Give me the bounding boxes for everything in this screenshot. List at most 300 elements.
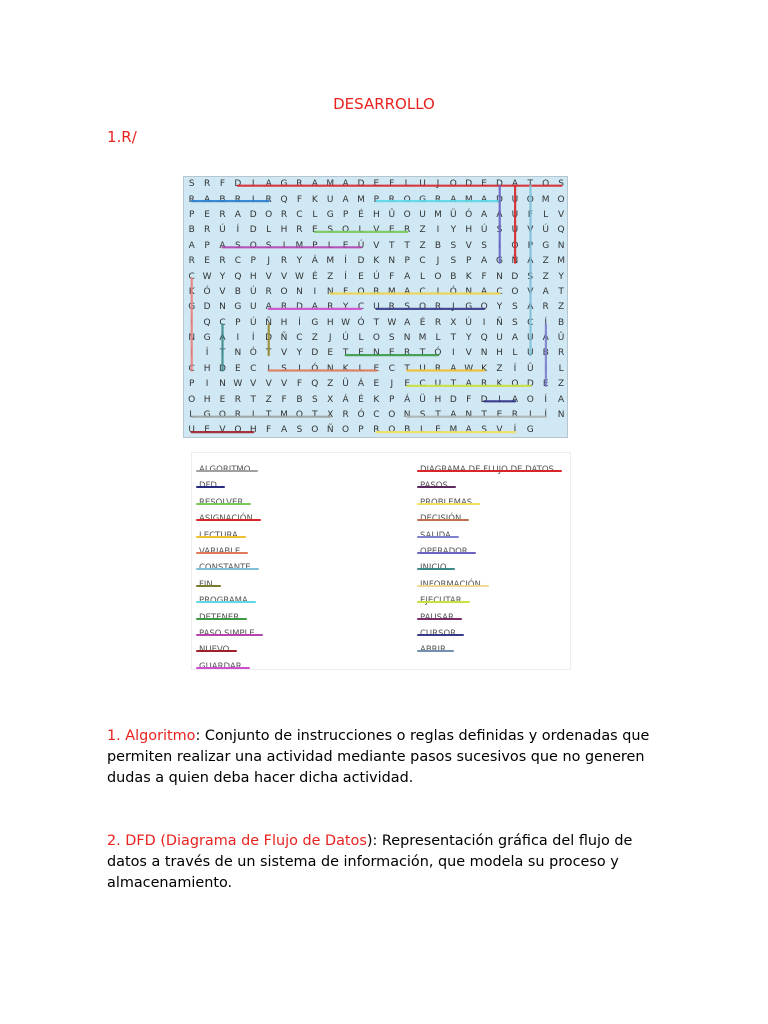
grid-letter: N	[465, 410, 473, 421]
grid-letter: Z	[419, 225, 426, 236]
grid-letter: Ó	[203, 286, 211, 297]
grid-letter: O	[311, 425, 319, 436]
grid-letter: Í	[544, 317, 547, 328]
grid-letter: R	[280, 256, 288, 267]
grid-letter: A	[450, 410, 457, 421]
grid-letter: S	[388, 333, 395, 344]
grid-letter: A	[557, 394, 565, 405]
grid-letter: W	[233, 379, 243, 390]
grid-letter: I	[251, 410, 255, 421]
grid-letter: O	[265, 209, 273, 220]
grid-letter: L	[266, 225, 272, 236]
grid-letter: R	[373, 425, 380, 436]
grid-letter: Q	[234, 271, 242, 282]
grid-letter: Y	[219, 271, 226, 282]
grid-letter: Ü	[419, 394, 426, 405]
word-label	[420, 560, 447, 576]
grid-letter: Z	[327, 379, 334, 390]
grid-letter: V	[219, 425, 226, 436]
grid-letter: Í	[544, 394, 547, 405]
grid-letter: S	[296, 425, 303, 436]
grid-letter: U	[496, 333, 503, 344]
grid-letter: N	[296, 286, 303, 297]
grid-letter: D	[496, 194, 503, 205]
grid-letter: V	[465, 348, 472, 359]
grid-letter: E	[435, 425, 441, 436]
grid-letter: A	[219, 240, 226, 251]
grid-letter: O	[526, 194, 534, 205]
grid-letter: R	[265, 194, 272, 205]
grid-letter: V	[373, 240, 380, 251]
grid-letter: R	[296, 179, 303, 190]
grid-letter: I	[498, 394, 501, 405]
grid-letter: P	[312, 240, 318, 251]
word-label	[420, 528, 451, 544]
grid-letter: S	[481, 240, 487, 251]
grid-letter: N	[234, 348, 242, 359]
grid-letter: G	[280, 179, 288, 190]
grid-letter: A	[450, 363, 457, 374]
grid-letter: Ú	[511, 194, 519, 205]
grid-letter: D	[357, 256, 365, 267]
grid-letter: V	[280, 348, 288, 359]
grid-letter: C	[296, 209, 303, 220]
grid-letter: U	[434, 379, 442, 390]
grid-letter: O	[449, 179, 457, 190]
grid-letter: U	[326, 194, 334, 205]
grid-letter: N	[557, 240, 565, 251]
grid-letter: N	[326, 286, 334, 297]
grid-letter: É	[311, 271, 318, 282]
grid-letter: H	[203, 363, 211, 374]
grid-letter: Á	[404, 394, 411, 405]
grid-letter: V	[465, 240, 472, 251]
grid-letter: S	[265, 240, 272, 251]
grid-letter: L	[189, 410, 195, 421]
grid-letter: M	[280, 410, 288, 421]
strike-line	[196, 568, 259, 570]
grid-letter: W	[202, 271, 212, 282]
grid-letter: B	[450, 271, 457, 282]
grid-letter: T	[373, 317, 380, 328]
grid-letter: R	[480, 379, 488, 390]
grid-letter: L	[435, 333, 441, 344]
grid-letter: D	[357, 179, 365, 190]
grid-letter: D	[480, 394, 488, 405]
grid-letter: M	[295, 240, 304, 251]
grid-letter: H	[465, 225, 473, 236]
grid-letter: D	[249, 225, 257, 236]
grid-letter: Y	[465, 333, 472, 344]
grid-letter: E	[311, 225, 318, 236]
word-label	[199, 642, 229, 658]
grid-letter: Ú	[249, 317, 257, 328]
grid-letter: I	[482, 317, 486, 328]
grid-letter: P	[389, 394, 395, 405]
word-label	[199, 577, 213, 593]
grid-letter: P	[188, 209, 195, 220]
strike-line	[196, 470, 258, 472]
grid-letter: V	[280, 271, 288, 282]
grid-letter: R	[234, 194, 241, 205]
grid-letter: P	[188, 379, 195, 390]
grid-letter: N	[188, 333, 196, 344]
grid-letter: O	[295, 410, 303, 421]
word-label	[199, 610, 239, 626]
word-label	[199, 511, 253, 527]
grid-letter: U	[188, 425, 195, 436]
grid-letter: O	[188, 394, 196, 405]
letter-grid	[184, 177, 569, 439]
word-label	[420, 511, 461, 527]
grid-letter: G	[542, 240, 550, 251]
grid-letter: O	[557, 194, 565, 205]
grid-letter: A	[511, 179, 518, 190]
grid-letter: M	[541, 194, 550, 205]
grid-letter: Û	[557, 333, 565, 344]
word-label	[420, 593, 462, 609]
grid-letter: C	[527, 317, 534, 328]
grid-letter: R	[404, 348, 411, 359]
grid-letter: K	[465, 271, 472, 282]
grid-letter: E	[481, 179, 487, 190]
grid-letter: O	[388, 410, 396, 421]
grid-letter: O	[526, 394, 534, 405]
definition-text: ): Representación gráfica del flujo de datos a través de un sistema de información, que modela su proceso y almacenamiento.	[107, 833, 633, 891]
grid-letter: R	[203, 179, 211, 190]
grid-letter: O	[403, 194, 411, 205]
grid-letter: A	[265, 302, 272, 313]
grid-letter: A	[465, 379, 472, 390]
grid-letter: K	[188, 286, 195, 297]
grid-letter: G	[419, 194, 427, 205]
word-label	[199, 528, 238, 544]
grid-letter: W	[341, 317, 351, 328]
grid-letter: U	[511, 225, 519, 236]
grid-letter: T	[312, 410, 318, 421]
grid-letter: H	[249, 271, 257, 282]
grid-letter: H	[249, 425, 257, 436]
grid-letter: G	[465, 302, 473, 313]
grid-letter: G	[526, 425, 534, 436]
grid-letter: Í	[236, 225, 240, 236]
grid-letter: C	[188, 271, 195, 282]
grid-letter: A	[542, 286, 549, 297]
grid-letter: R	[542, 302, 549, 313]
grid-letter: S	[512, 317, 518, 328]
grid-letter: V	[250, 379, 257, 390]
grid-letter: Z	[265, 394, 272, 405]
grid-letter: T	[219, 348, 226, 359]
grid-letter: A	[265, 179, 272, 190]
grid-letter: E	[496, 410, 503, 421]
grid-letter: F	[343, 286, 349, 297]
strike-line	[196, 634, 263, 636]
grid-letter: Y	[296, 256, 303, 267]
grid-letter: H	[434, 394, 442, 405]
grid-letter: Í	[513, 425, 517, 436]
grid-letter: N	[557, 410, 565, 421]
grid-letter: R	[219, 209, 226, 220]
grid-letter: I	[267, 363, 270, 374]
grid-letter: M	[434, 209, 442, 220]
word-search-puzzle	[183, 176, 568, 438]
grid-letter: O	[280, 286, 288, 297]
grid-letter: F	[389, 271, 395, 282]
grid-letter: Q	[557, 225, 565, 236]
grid-letter: R	[296, 225, 303, 236]
strike-line	[196, 650, 237, 652]
grid-letter: M	[357, 194, 365, 205]
grid-letter: L	[420, 425, 426, 436]
grid-letter: D	[249, 209, 257, 220]
grid-letter: R	[373, 286, 380, 297]
word-label	[199, 626, 255, 642]
grid-letter: Ñ	[511, 256, 519, 267]
grid-letter: Ó	[465, 209, 473, 220]
grid-letter: K	[496, 379, 503, 390]
grid-letter: H	[280, 225, 288, 236]
strike-line	[417, 568, 455, 570]
word-label	[199, 593, 248, 609]
grid-letter: B	[219, 194, 226, 205]
grid-letter: É	[358, 209, 364, 220]
grid-letter: G	[234, 302, 242, 313]
grid-letter: B	[188, 225, 195, 236]
grid-letter: N	[219, 379, 226, 390]
grid-letter: F	[266, 425, 272, 436]
grid-letter: Ó	[357, 317, 365, 328]
grid-letter: S	[450, 256, 457, 267]
grid-letter: X	[327, 410, 334, 421]
grid-letter: T	[265, 348, 272, 359]
grid-letter: M	[326, 179, 335, 190]
grid-letter: C	[188, 363, 195, 374]
grid-letter: S	[496, 225, 503, 236]
grid-letter: Ú	[480, 225, 488, 236]
grid-letter: R	[234, 394, 241, 405]
grid-letter: M	[418, 333, 427, 344]
grid-letter: R	[434, 317, 442, 328]
grid-letter: G	[496, 256, 503, 267]
grid-letter: Ñ	[326, 425, 334, 436]
grid-letter: I	[452, 348, 455, 359]
grid-letter: L	[358, 363, 364, 374]
grid-letter: A	[280, 425, 288, 436]
grid-letter: O	[511, 379, 519, 390]
grid-letter: R	[203, 225, 211, 236]
grid-letter: D	[295, 302, 303, 313]
grid-letter: K	[342, 363, 349, 374]
grid-letter: A	[465, 425, 472, 436]
grid-letter: Z	[542, 256, 549, 267]
grid-letter: Á	[357, 379, 365, 390]
grid-letter: P	[204, 240, 210, 251]
grid-letter: W	[387, 317, 397, 328]
grid-letter: U	[419, 179, 426, 190]
grid-letter: R	[388, 194, 395, 205]
grid-letter: I	[205, 379, 209, 390]
grid-letter: U	[249, 302, 257, 313]
grid-letter: F	[466, 394, 472, 405]
grid-letter: C	[250, 363, 257, 374]
grid-letter: W	[294, 271, 304, 282]
grid-letter: H	[372, 209, 380, 220]
grid-letter: I	[544, 363, 547, 374]
grid-letter: L	[558, 363, 564, 374]
strike-line	[196, 601, 256, 603]
grid-letter: Á	[219, 333, 226, 344]
grid-letter: R	[234, 410, 241, 421]
grid-letter: Á	[311, 256, 318, 267]
grid-letter: N	[403, 410, 411, 421]
grid-letter: O	[511, 240, 519, 251]
grid-letter: Y	[558, 271, 564, 282]
grid-letter: Q	[480, 333, 488, 344]
grid-letter: A	[404, 286, 411, 297]
grid-letter: E	[235, 363, 241, 374]
strike-line	[417, 552, 476, 554]
grid-letter: X	[450, 317, 457, 328]
grid-letter: Û	[388, 209, 396, 220]
grid-letter: C	[419, 256, 426, 267]
grid-letter: J	[390, 379, 394, 390]
strike-line	[417, 503, 480, 505]
grid-letter: A	[311, 302, 318, 313]
grid-letter: S	[558, 179, 564, 190]
grid-letter: S	[419, 410, 426, 421]
grid-letter: E	[204, 425, 210, 436]
grid-letter: O	[342, 225, 350, 236]
grid-letter: V	[527, 286, 534, 297]
grid-letter: D	[203, 302, 211, 313]
grid-letter: S	[450, 240, 457, 251]
grid-letter: V	[280, 379, 288, 390]
grid-letter: M	[326, 256, 335, 267]
grid-letter: T	[404, 363, 410, 374]
grid-letter: M	[449, 425, 458, 436]
word-label	[420, 610, 454, 626]
strike-line	[417, 536, 459, 538]
grid-letter: T	[342, 348, 349, 359]
grid-letter: Í	[344, 256, 347, 267]
grid-letter: Q	[280, 194, 288, 205]
grid-letter: T	[527, 179, 534, 190]
grid-letter: S	[404, 302, 411, 313]
grid-letter: Í	[298, 317, 301, 328]
grid-letter: Z	[311, 333, 318, 344]
grid-letter: N	[326, 363, 334, 374]
grid-letter: I	[528, 410, 532, 421]
definition-dfd	[107, 831, 667, 894]
grid-letter: Ü	[342, 379, 349, 390]
grid-letter: N	[388, 256, 396, 267]
grid-letter: S	[527, 271, 534, 282]
grid-letter: Ú	[357, 240, 365, 251]
grid-letter: P	[404, 256, 410, 267]
grid-letter: K	[373, 256, 380, 267]
grid-letter: E	[373, 179, 380, 190]
grid-letter: C	[496, 286, 503, 297]
grid-letter: E	[388, 348, 395, 359]
strike-line	[417, 601, 470, 603]
grid-letter: S	[327, 225, 334, 236]
grid-letter: Ñ	[496, 317, 503, 328]
grid-letter: L	[420, 271, 426, 282]
grid-letter: J	[267, 256, 270, 267]
grid-letter: E	[204, 256, 210, 267]
grid-letter: B	[557, 317, 565, 328]
grid-letter: D	[465, 179, 473, 190]
grid-letter: B	[296, 394, 303, 405]
grid-letter: I	[498, 240, 501, 251]
grid-letter: I	[190, 348, 194, 359]
grid-letter: R	[280, 209, 288, 220]
grid-letter: O	[357, 286, 365, 297]
grid-letter: N	[496, 271, 503, 282]
grid-letter: V	[527, 225, 534, 236]
grid-letter: E	[373, 363, 380, 374]
grid-letter: R	[188, 256, 195, 267]
grid-letter: E	[358, 271, 364, 282]
strike-line	[196, 585, 221, 587]
grid-letter: R	[265, 286, 272, 297]
definition-text: : Conjunto de instrucciones o reglas definidas y ordenadas que permiten realizar una actividad mediante pasos sucesivos que no generen dudas a quien deba hacer dicha actividad.	[107, 728, 650, 786]
grid-letter: Í	[544, 410, 547, 421]
grid-letter: A	[204, 194, 211, 205]
grid-letter: C	[234, 256, 242, 267]
strike-line	[417, 585, 489, 587]
grid-letter: T	[450, 379, 457, 390]
word-label	[199, 462, 250, 478]
grid-letter: S	[281, 363, 287, 374]
grid-letter: J	[436, 256, 440, 267]
definition-algoritmo	[107, 726, 667, 789]
grid-letter: B	[234, 286, 241, 297]
grid-letter: O	[403, 209, 411, 220]
grid-letter: F	[389, 179, 395, 190]
definition-term: 1. Algoritmo	[107, 728, 196, 744]
grid-letter: F	[296, 379, 303, 390]
grid-letter: C	[419, 286, 426, 297]
grid-letter: R	[511, 410, 519, 421]
grid-letter: K	[481, 363, 488, 374]
strike-line	[417, 634, 464, 636]
strike-line	[196, 536, 246, 538]
grid-letter: R	[388, 302, 395, 313]
grid-letter: S	[311, 394, 318, 405]
grid-letter: É	[419, 317, 426, 328]
grid-letter: N	[219, 302, 226, 313]
grid-letter: P	[358, 425, 364, 436]
grid-letter: E	[219, 394, 226, 405]
grid-letter: P	[342, 209, 349, 220]
grid-letter: J	[452, 302, 455, 313]
grid-letter: I	[251, 179, 255, 190]
grid-letter: Ó	[434, 348, 442, 359]
grid-letter: O	[388, 425, 396, 436]
grid-letter: T	[558, 286, 564, 297]
word-list-left-column	[199, 457, 255, 670]
strike-line	[196, 618, 247, 620]
grid-letter: R	[434, 302, 442, 313]
grid-letter: A	[496, 209, 503, 220]
grid-letter: S	[235, 240, 241, 251]
grid-letter: T	[404, 240, 410, 251]
grid-letter: Z	[557, 379, 565, 390]
grid-letter: L	[512, 348, 518, 359]
grid-letter: U	[419, 209, 426, 220]
